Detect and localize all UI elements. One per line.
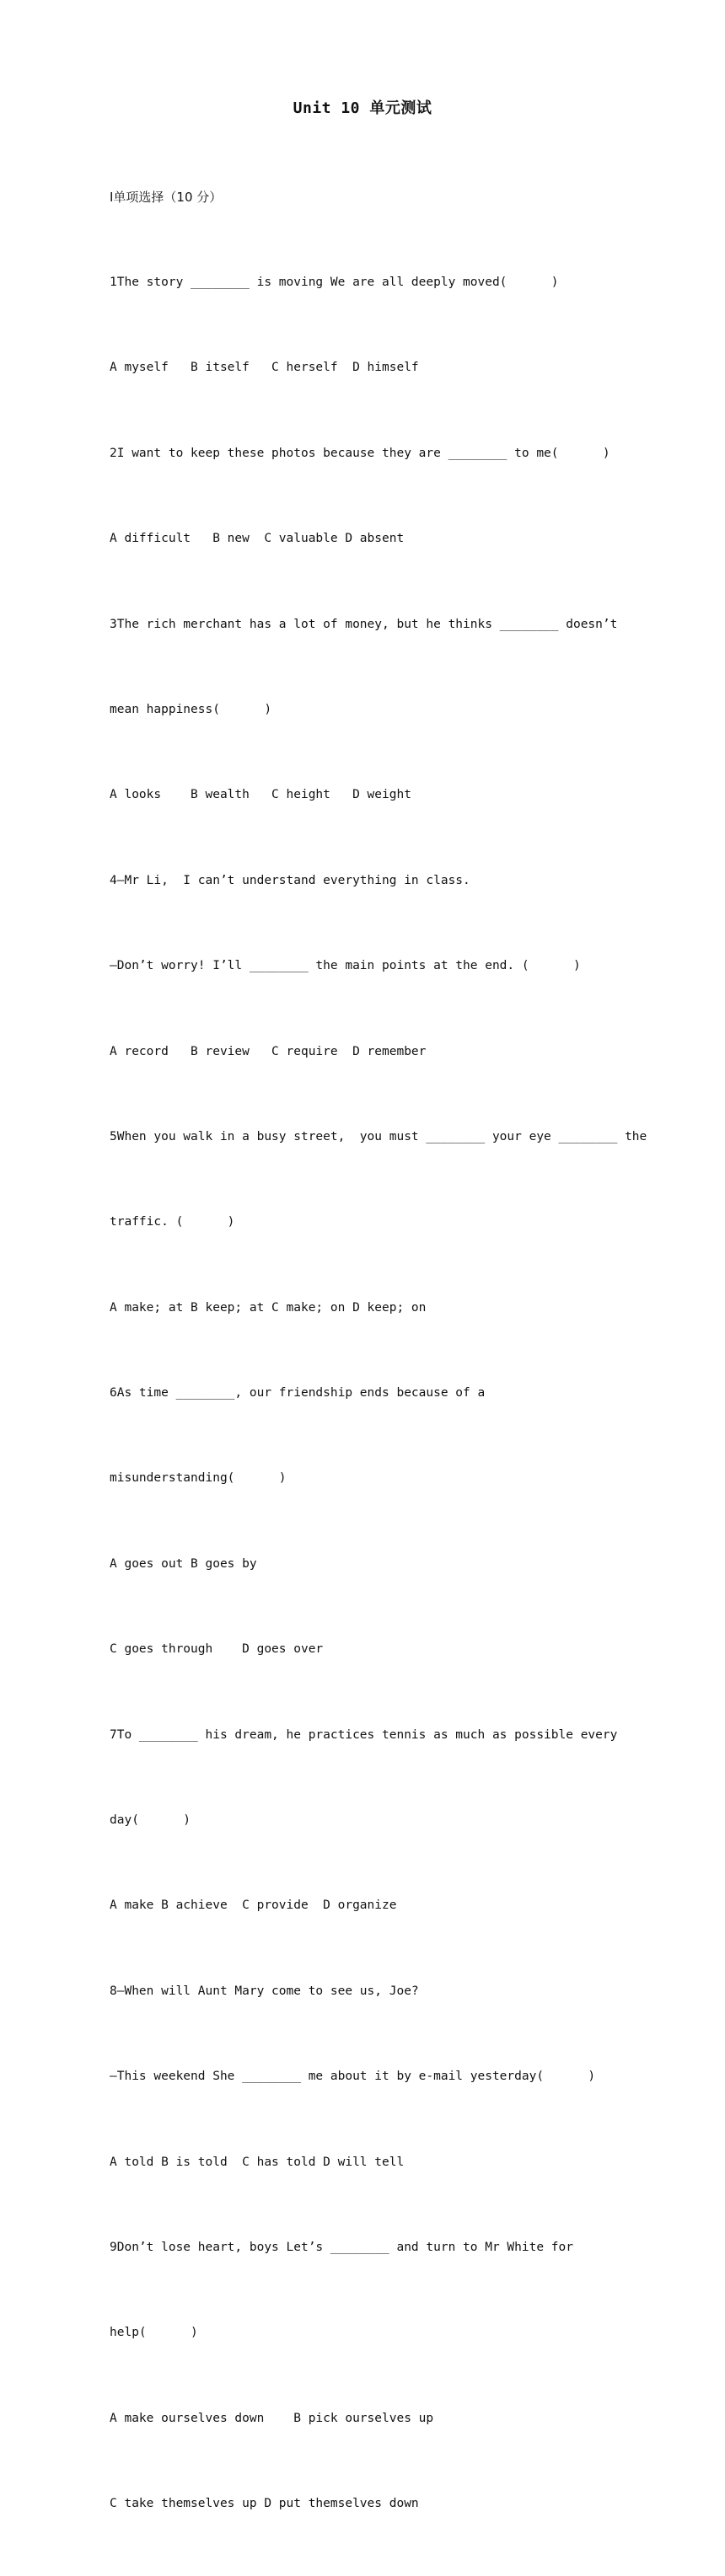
question-5-stem-cont: traffic. ( )	[110, 1215, 235, 1229]
question-7-stem: 7To ________ his dream, he practices tennis as much as possible every	[110, 1727, 618, 1742]
question-4-options: A record B review C require D remember	[110, 1044, 427, 1058]
question-9-options-cd: C take themselves up D put themselves down	[110, 2497, 419, 2511]
question-3-stem: 3The rich merchant has a lot of money, but he thinks ________ doesn’t	[110, 617, 618, 631]
question-body	[110, 126, 647, 2576]
question-5-options: A make; at B keep; at C make; on D keep; on	[110, 1300, 427, 1315]
question-6-options-ab: A goes out B goes by	[110, 1556, 257, 1571]
question-8-stem-cont: —This weekend She ________ me about it by e-mail yesterday( )	[110, 2070, 596, 2084]
question-8-options: A told B is told C has told D will tell	[110, 2155, 405, 2169]
question-2-stem: 2I want to keep these photos because they are ________ to me( )	[110, 446, 610, 460]
question-7-options: A make B achieve C provide D organize	[110, 1899, 397, 1913]
section-heading: Ⅰ单项选择（10 分）	[110, 189, 223, 205]
page-title: Unit 10 单元测试	[293, 99, 432, 117]
question-5-stem: 5When you walk in a busy street, you must ________ your eye ________ the	[110, 1129, 647, 1143]
question-2-options: A difficult B new C valuable D absent	[110, 532, 405, 546]
question-4-stem-cont: —Don’t worry! I’ll ________ the main points at the end. ( )	[110, 959, 581, 973]
question-1-stem: 1The story ________ is moving We are all deeply moved( )	[110, 275, 559, 289]
question-6-options-cd: C goes through D goes over	[110, 1642, 324, 1657]
question-9-options-ab: A make ourselves down B pick ourselves up	[110, 2411, 434, 2425]
question-3-stem-cont: mean happiness( )	[110, 702, 272, 716]
question-4-stem: 4—Mr Li, I can’t understand everything in class.	[110, 873, 470, 887]
question-8-stem: 8—When will Aunt Mary come to see us, Joe?	[110, 1984, 419, 1998]
question-9-stem-cont: help( )	[110, 2326, 198, 2340]
question-6-stem-cont: misunderstanding( )	[110, 1471, 287, 1486]
question-3-options: A looks B wealth C height D weight	[110, 788, 411, 802]
question-9-stem: 9Don’t lose heart, boys Let’s ________ and turn to Mr White for	[110, 2240, 573, 2254]
question-7-stem-cont: day( )	[110, 1813, 191, 1828]
question-1-options: A myself B itself C herself D himself	[110, 361, 419, 375]
question-6-stem: 6As time ________, our friendship ends because of a	[110, 1386, 486, 1400]
